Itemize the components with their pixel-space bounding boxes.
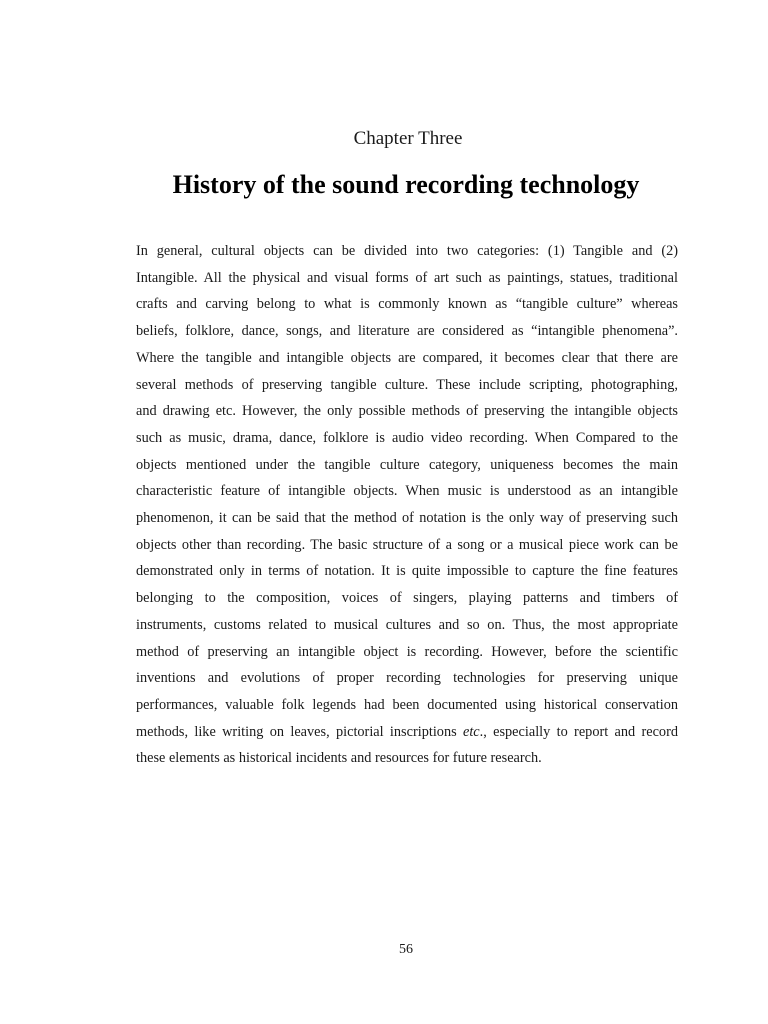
paragraph-line: several methods of preserving tangible culture. These include scripting, photographing, [136,376,678,393]
chapter-title: History of the sound recording technology [172,170,640,199]
chapter-label: Chapter Three [353,128,463,149]
paragraph-line: objects mentioned under the tangible culture category, uniqueness becomes the main [136,456,678,473]
paragraph-line: phenomenon, it can be said that the method of notation is the only way of preserving such [136,510,678,527]
paragraph-line: Intangible. All the physical and visual forms of art such as paintings, statues, traditional [136,269,678,286]
paragraph-line: performances, valuable folk legends had been documented using historical conservation [136,696,678,713]
paragraph-last-line: these elements as historical incidents and resources for future research. [136,750,542,767]
paragraph-line: In general, cultural objects can be divided into two categories: (1) Tangible and (2) [136,243,678,259]
paragraph-line: instruments, customs related to musical cultures and so on. Thus, the most appropriate [136,616,678,633]
line-text: ., especially to report and record [479,723,678,740]
body-paragraph [136,238,678,772]
paragraph-line: such as music, drama, dance, folklore is audio video recording. When Compared to the [136,429,678,446]
paragraph-line: demonstrated only in terms of notation. It is quite impossible to capture the fine features [136,563,678,580]
paragraph-line: beliefs, folklore, dance, songs, and literature are considered as “intangible phenomena”. [136,323,678,340]
italic-abbreviation: etc [462,723,480,740]
paragraph-line: crafts and carving belong to what is commonly known as “tangible culture” whereas [136,296,678,313]
paragraph-line: method of preserving an intangible object is recording. However, before the scientific [136,643,678,660]
paragraph-line: and drawing etc. However, the only possible methods of preserving the intangible objects [136,403,678,420]
paragraph-line: Where the tangible and intangible objects are compared, it becomes clear that there are [136,349,678,366]
paragraph-line: inventions and evolutions of proper recording technologies for preserving unique [136,670,678,687]
paragraph-line: belonging to the composition, voices of singers, playing patterns and timbers of [136,590,678,607]
paragraph-line: objects other than recording. The basic structure of a song or a musical piece work can be [136,536,678,553]
paragraph-line [136,719,678,746]
page-number: 56 [399,942,413,957]
line-text: methods, like writing on leaves, pictorial inscriptions [136,723,463,740]
paragraph-line: characteristic feature of intangible objects. When music is understood as an intangible [136,483,678,500]
